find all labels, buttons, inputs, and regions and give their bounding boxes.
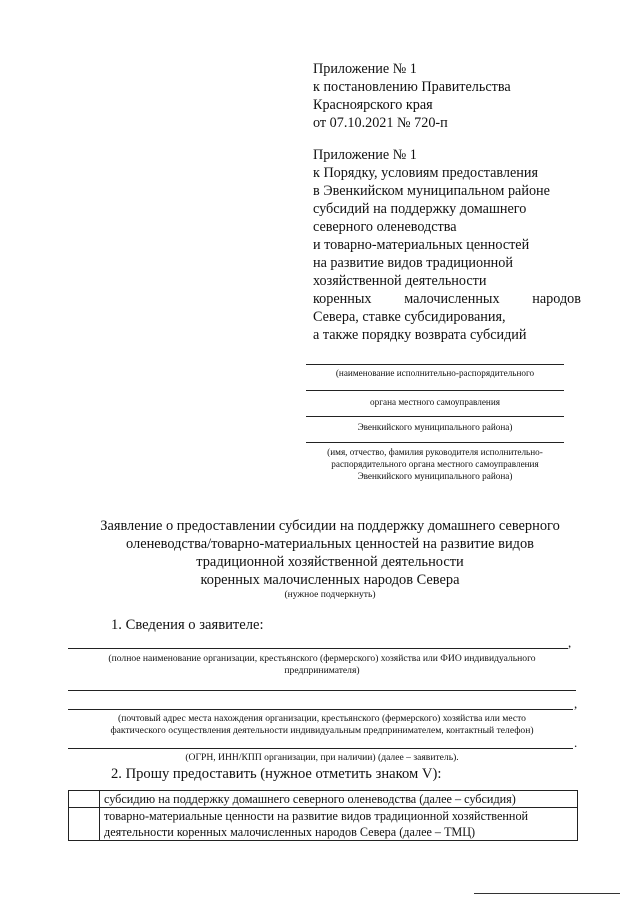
applicant-address-caption: [68, 713, 576, 737]
caption-line: (имя, отчество, фамилия руководителя исполнительно-: [327, 447, 543, 457]
addressee-blank-line[interactable]: [306, 364, 564, 365]
appendix-word: народов: [532, 291, 581, 307]
line-comma: ,: [574, 696, 578, 711]
title-line: оленеводства/товарно-материальных ценностей на развитие видов: [126, 536, 534, 552]
appendix-line: на развитие видов традиционной: [313, 255, 513, 271]
appendix-line: Красноярского края: [313, 97, 433, 113]
caption-line: (почтовый адрес места нахождения организации, крестьянского (фермерского) хозяйства или место: [118, 713, 526, 724]
table-row: [69, 808, 578, 841]
caption-line: (полное наименование организации, крестьянского (фермерского) хозяйства или ФИО индивидуального: [108, 653, 536, 664]
tmc-option-label: [100, 808, 578, 841]
table-row: [69, 791, 578, 808]
appendix-line: хозяйственной деятельности: [313, 273, 487, 289]
addressee-blank-line[interactable]: [306, 390, 564, 391]
addressee-blank-line[interactable]: [306, 442, 564, 443]
addressee-caption: Эвенкийского муниципального района): [357, 422, 513, 432]
title-line: традиционной хозяйственной деятельности: [196, 554, 464, 570]
line-comma: ,: [568, 635, 572, 650]
title-note: (нужное подчеркнуть): [284, 589, 376, 600]
request-options-table: [68, 790, 578, 841]
appendix-line: и товарно-материальных ценностей: [313, 237, 530, 253]
section-1-heading: 1. Сведения о заявителе:: [111, 617, 264, 633]
appendix-line: а также порядку возврата субсидий: [313, 327, 527, 343]
title-line: коренных малочисленных народов Севера: [200, 572, 460, 588]
appendix-justified-line: [313, 290, 581, 308]
appendix-line: северного оленеводства: [313, 219, 457, 235]
addressee-caption: (наименование исполнительно-распорядительного: [335, 368, 535, 378]
application-title: [60, 517, 600, 601]
caption-line: распорядительного органа местного самоуправления: [331, 459, 539, 469]
addressee-caption-head: [306, 446, 564, 482]
appendix-date: от 07.10.2021 № 720-п: [313, 115, 448, 131]
caption-line: фактического осуществления деятельности индивидуальным предпринимателем, контактный телефон): [110, 725, 534, 736]
option-line: деятельности коренных малочисленных народов Севера (далее – ТМЦ): [104, 825, 476, 839]
applicant-address-line[interactable]: [68, 690, 576, 691]
addressee-caption: органа местного самоуправления: [370, 397, 500, 407]
applicant-ids-caption: (ОГРН, ИНН/КПП организации, при наличии) (далее – заявитель).: [185, 752, 459, 763]
footer-line: [474, 893, 620, 894]
appendix-line: субсидий на поддержку домашнего: [313, 201, 527, 217]
applicant-address-line-2[interactable]: [68, 709, 573, 710]
appendix-word: коренных: [313, 291, 372, 307]
appendix-line: к Порядку, условиям предоставления: [313, 165, 539, 181]
applicant-name-caption: [68, 653, 576, 677]
applicant-name-line[interactable]: [68, 648, 568, 649]
addressee-blank-line[interactable]: [306, 416, 564, 417]
procedure-appendix-header: [313, 146, 581, 344]
subsidy-option-label: субсидию на поддержку домашнего северного оленеводства (далее – субсидия): [100, 791, 578, 808]
appendix-line: в Эвенкийском муниципальном районе: [313, 183, 550, 199]
section-2-heading: 2. Прошу предоставить (нужное отметить знаком V):: [111, 766, 442, 782]
caption-line: предпринимателя): [284, 665, 360, 676]
appendix-line: к постановлению Правительства: [313, 79, 511, 95]
appendix-title: Приложение № 1: [313, 147, 417, 163]
tmc-checkbox-cell[interactable]: [69, 808, 100, 841]
caption-line: Эвенкийского муниципального района): [357, 471, 513, 481]
line-period: .: [574, 735, 578, 750]
appendix-header: [313, 60, 581, 132]
applicant-ids-line[interactable]: [68, 748, 573, 749]
title-line: Заявление о предоставлении субсидии на поддержку домашнего северного: [100, 518, 560, 534]
appendix-line: Севера, ставке субсидирования,: [313, 309, 506, 325]
option-line: товарно-материальные ценности на развитие видов традиционной хозяйственной: [104, 809, 529, 823]
subsidy-checkbox-cell[interactable]: [69, 791, 100, 808]
appendix-title: Приложение № 1: [313, 61, 417, 77]
appendix-word: малочисленных: [404, 291, 500, 307]
